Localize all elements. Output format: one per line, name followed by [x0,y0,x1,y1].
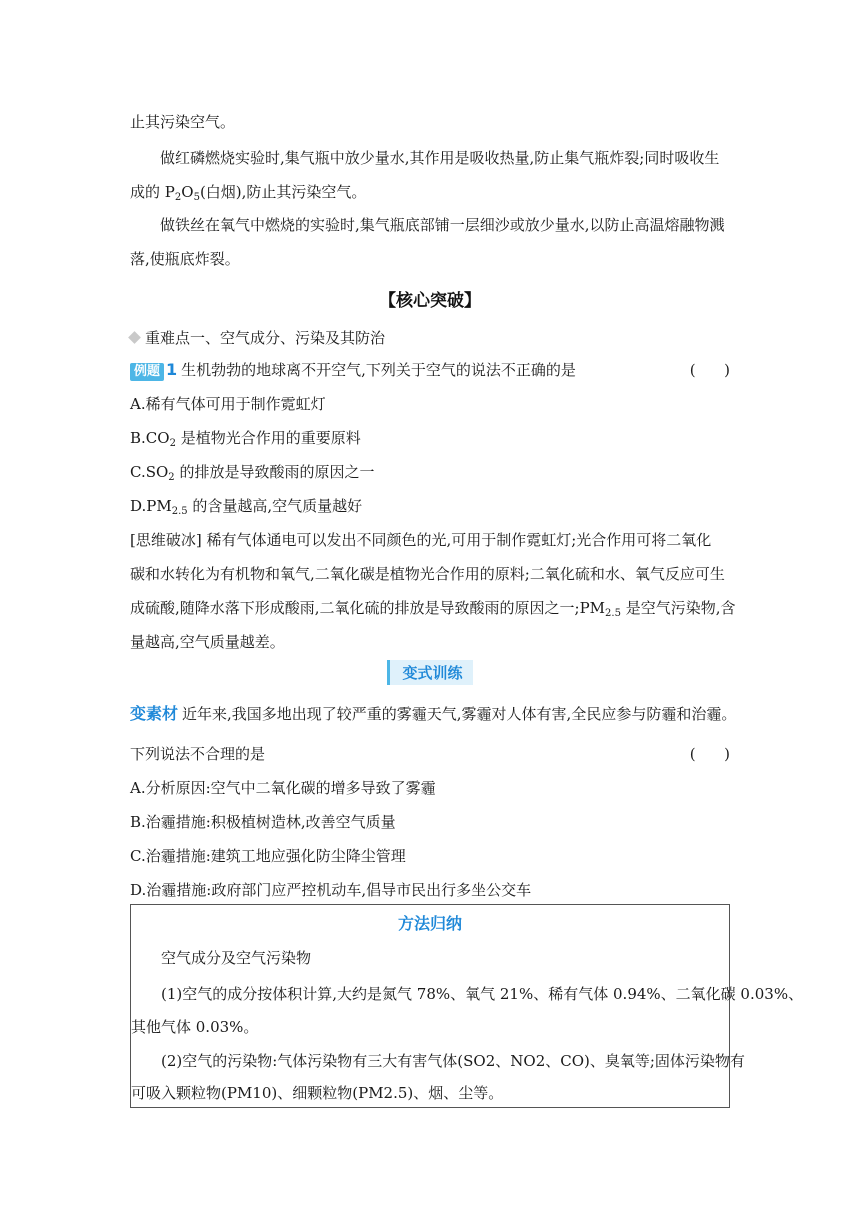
example-number: 1 [166,360,178,379]
option-a: A.稀有气体可用于制作霓虹灯 [130,395,326,413]
text-fragment: 的排放是导致酸雨的原因之一 [174,463,375,481]
key-point-label: 重难点一、空气成分、污染及其防治 [145,329,386,347]
method-summary-box [130,904,804,1108]
text-fragment: 是植物光合作用的重要原料 [175,429,361,447]
analysis-line: 碳和水转化为有机物和氧气,二氧化碳是植物光合作用的原料;二氧化硫和水、氧气反应可生 [130,565,725,583]
text-fragment: 的含量越高,空气质量越好 [187,497,363,515]
diamond-icon [128,331,141,344]
option-c: C.治霾措施:建筑工地应强化防尘降尘管理 [130,847,406,865]
option-b: B.治霾措施:积极植树造林,改善空气质量 [130,813,396,831]
subscript: 2.5 [171,506,188,517]
paragraph-line: 止其污染空气。 [130,113,236,131]
method-item: 可吸入颗粒物(PM10)、细颗粒物(PM2.5)、烟、尘等。 [131,1084,504,1102]
subscript: 2 [168,472,175,483]
method-item: 其他气体 0.03%。 [131,1018,259,1036]
subscript: 2.5 [605,608,621,619]
text-fragment: C.SO [130,463,169,481]
variant-banner: 变式训练 [387,660,472,685]
text-fragment: (白烟),防止其污染空气。 [199,183,367,201]
method-box-title: 方法归纳 [397,914,462,933]
option-c [130,461,374,483]
variant-question [130,703,736,725]
analysis-line [130,597,736,619]
variant-label: 变素材 [130,704,179,723]
text-fragment: 是空气污染物,含 [620,599,736,617]
paragraph-line: 落,使瓶底炸裂。 [130,250,240,268]
method-item: (2)空气的污染物:气体污染物有三大有害气体(SO2、NO2、CO)、臭氧等;固体污染物有 [161,1052,745,1070]
variant-banner-wrap [130,660,730,685]
question-text: 生机勃勃的地球离不开空气,下列关于空气的说法不正确的是 [181,361,576,379]
text-fragment: 成硫酸,随降水落下形成酸雨,二氧化硫的排放是导致酸雨的原因之一;PM [130,599,606,617]
answer-blank: ( ) [689,745,730,763]
subscript: 2 [169,438,176,449]
example-badge: 例题 [130,363,164,381]
option-d: D.治霾措施:政府部门应严控机动车,倡导市民出行多坐公交车 [130,881,532,899]
question-text: 近年来,我国多地出现了较严重的雾霾天气,雾霾对人体有害,全民应参与防霾和治霾。 [182,705,737,723]
method-item: (1)空气的成分按体积计算,大约是氮气 78%、氧气 21%、稀有气体 0.94%、二氧化碳 0.03%、 [161,985,804,1003]
text-fragment: 成的 P [130,183,175,201]
analysis-line: [思维破冰] 稀有气体通电可以发出不同颜色的光,可用于制作霓虹灯;光合作用可将二氧化 [130,531,712,549]
subscript: 5 [193,192,200,203]
section-title: 【核心突破】 [379,291,481,311]
paragraph-line [130,181,366,203]
option-b [130,427,361,449]
text-fragment: O [181,183,194,201]
subscript: 2 [174,192,182,203]
paragraph-line: 做铁丝在氧气中燃烧的实验时,集气瓶底部铺一层细沙或放少量水,以防止高温熔融物溅 [160,216,725,234]
key-point-heading [130,327,385,349]
option-a: A.分析原因:空气中二氧化碳的增多导致了雾霾 [130,779,436,797]
answer-blank: ( ) [689,361,730,379]
question-text: 下列说法不合理的是 [130,745,266,763]
text-fragment: B.CO [130,429,170,447]
example-question [130,359,730,381]
method-subtitle: 空气成分及空气污染物 [161,949,312,967]
text-fragment: D.PM [130,497,172,515]
paragraph-line: 做红磷燃烧实验时,集气瓶中放少量水,其作用是吸收热量,防止集气瓶炸裂;同时吸收生 [160,149,720,167]
analysis-line: 量越高,空气质量越差。 [130,633,285,651]
variant-question-line2 [130,743,730,765]
option-d [130,495,362,517]
